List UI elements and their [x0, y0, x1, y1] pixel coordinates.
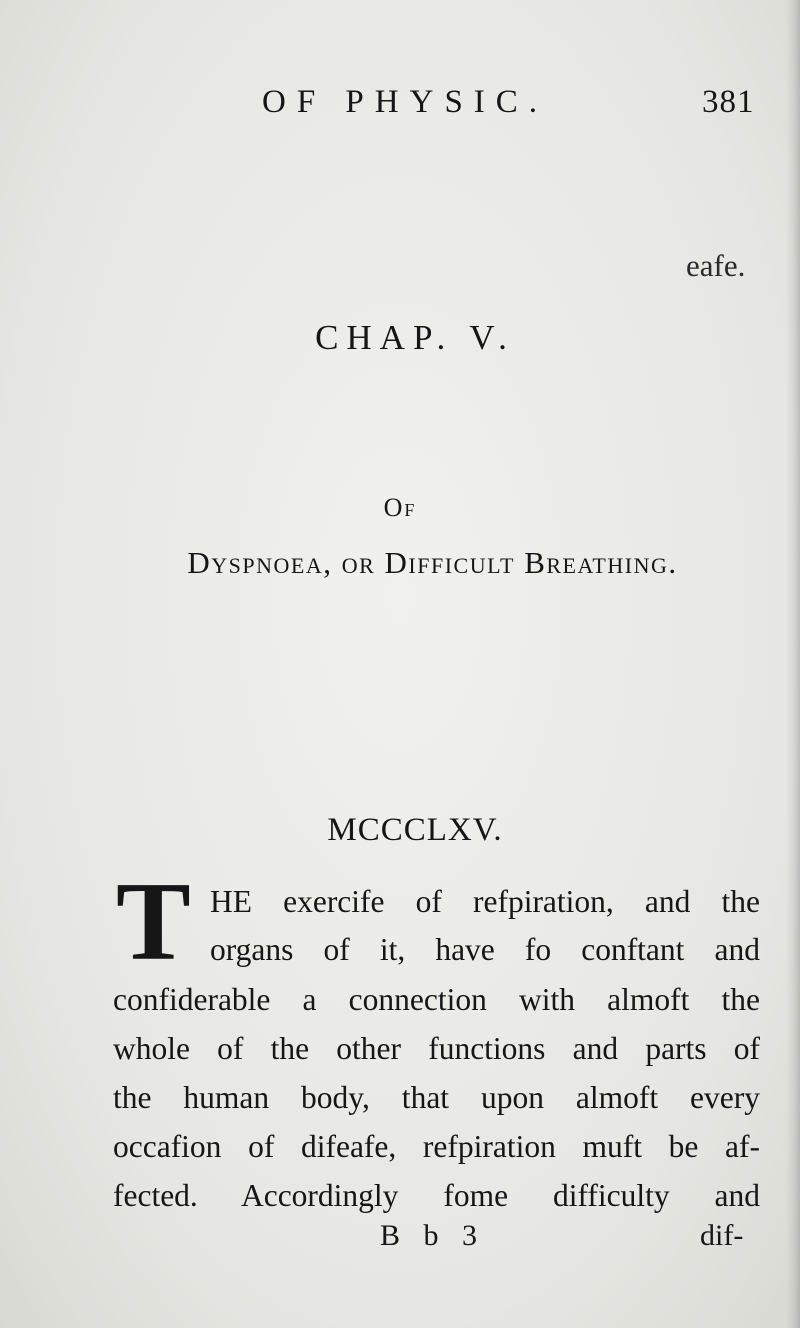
body-line: the human body, that upon almoft every [113, 1080, 760, 1115]
body-line: occafion of difeafe, refpiration muft be af- [113, 1129, 760, 1164]
signature-mark: B b 3 [380, 1219, 486, 1252]
body-line: whole of the other functions and parts of [113, 1031, 760, 1066]
body-line: HE exercife of refpiration, and the [210, 884, 760, 919]
chapter-subject: Dyspnoea, or Difficult Breathing. [187, 545, 678, 580]
section-number: MCCCLXV. [327, 812, 503, 848]
chapter-heading: CHAP. V. [315, 318, 515, 357]
chapter-of-line: Of [383, 493, 417, 522]
body-line: organs of it, have fo conftant and [210, 932, 760, 967]
drop-cap: T [116, 860, 191, 984]
body-line: confiderable a connection with almoft the [113, 982, 760, 1017]
body-line: fected. Accordingly fome difficulty and [113, 1178, 760, 1213]
running-title: OF PHYSIC. [262, 84, 549, 120]
page-number: 381 [702, 84, 755, 120]
carryover-line: eafe. [686, 248, 746, 283]
catchword: dif- [700, 1219, 744, 1252]
page-edge-shadow [786, 0, 800, 1328]
